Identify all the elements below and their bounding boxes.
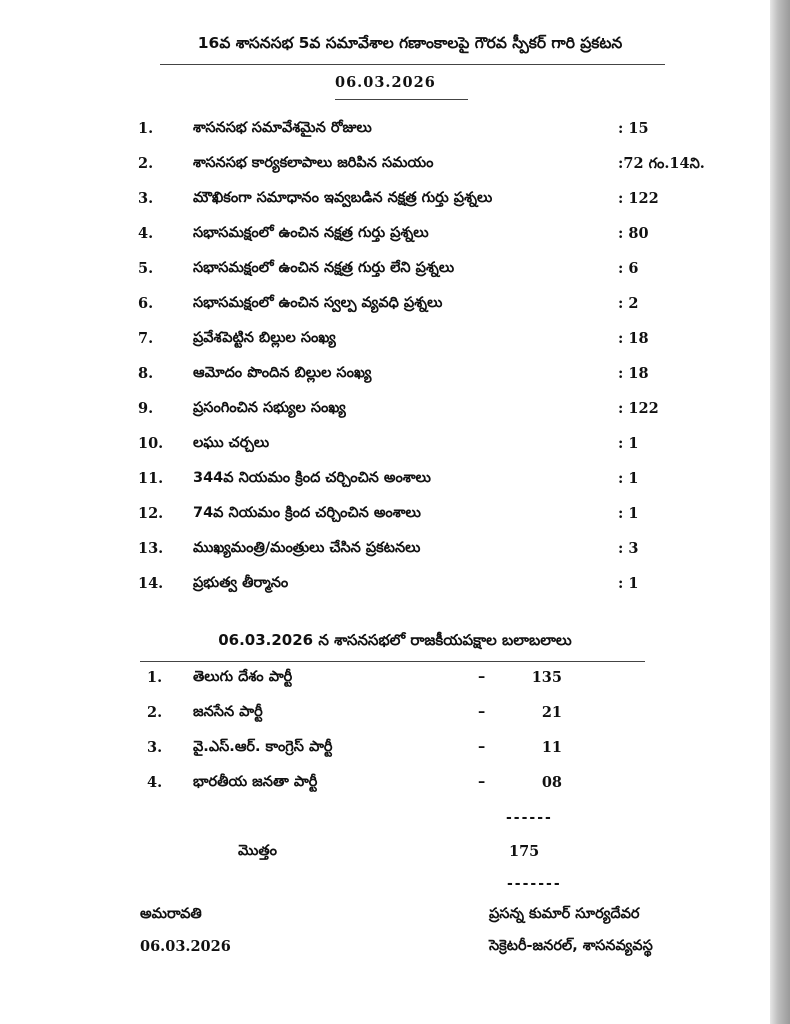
stat-row (0, 187, 770, 217)
stat-row (0, 152, 770, 182)
stat-value: : 3 (618, 540, 639, 557)
stat-row (0, 502, 770, 532)
stat-number: 14. (138, 575, 164, 592)
stat-number: 13. (138, 540, 164, 557)
party-row (0, 771, 770, 801)
party-name: భారతీయ జనతా పార్టీ (193, 774, 318, 790)
stat-number: 3. (138, 190, 154, 207)
stat-number: 5. (138, 260, 154, 277)
party-row (0, 736, 770, 766)
stat-number: 8. (138, 365, 154, 382)
footer-date: 06.03.2026 (140, 938, 231, 955)
stat-value: : 1 (618, 470, 639, 487)
party-strength-heading: 06.03.2026 న శాసనసభలో రాజకీయపక్షాల బలాబలాలు (218, 631, 572, 649)
date-underline (335, 99, 468, 100)
document-title: 16వ శాసనసభ 5వ సమావేశాల గణాంకాలపై గౌరవ స్పీకర్ గారి ప్రకటన (197, 34, 623, 52)
party-number: 4. (147, 774, 163, 791)
party-number: 1. (147, 669, 163, 686)
signatory-name: ప్రసన్న కుమార్ సూర్యదేవర (489, 906, 640, 922)
stat-value: : 18 (618, 330, 649, 347)
party-seats: 08 (541, 774, 562, 791)
stat-value: : 18 (618, 365, 649, 382)
stat-row (0, 292, 770, 322)
signatory-designation: సెక్రెటరీ-జనరల్, శాసనవ్యవస్థ (489, 938, 653, 954)
stat-row (0, 327, 770, 357)
stat-row (0, 397, 770, 427)
stat-row (0, 572, 770, 602)
stat-label: సభాసమక్షంలో ఉంచిన స్వల్ప వ్యవధి ప్రశ్నలు (193, 295, 443, 311)
stat-value: : 1 (618, 435, 639, 452)
party-seats: 135 (531, 669, 562, 686)
stat-number: 4. (138, 225, 154, 242)
stat-number: 9. (138, 400, 154, 417)
stat-label: శాసనసభ కార్యకలాపాలు జరిపిన సమయం (193, 155, 434, 171)
title-underline (160, 64, 665, 65)
stat-value: : 1 (618, 575, 639, 592)
place-name: అమరావతి (140, 906, 202, 922)
party-dash: – (478, 669, 486, 685)
stat-label: ఆమోదం పొందిన బిల్లుల సంఖ్య (193, 365, 372, 381)
stat-row (0, 362, 770, 392)
stat-label: 344వ నియమం క్రింద చర్చించిన అంశాలు (193, 470, 431, 486)
party-row (0, 666, 770, 696)
party-number: 3. (147, 739, 163, 756)
total-separator-bottom: ------- (507, 876, 562, 892)
party-name: వై.ఎస్.ఆర్. కాంగ్రెస్ పార్టీ (193, 739, 333, 755)
stat-label: ప్రసంగించిన సభ్యుల సంఖ్య (193, 400, 346, 416)
party-row (0, 701, 770, 731)
stat-label: లఘు చర్చలు (193, 435, 270, 451)
document-date: 06.03.2026 (335, 74, 436, 91)
party-seats: 21 (541, 704, 562, 721)
stat-label: సభాసమక్షంలో ఉంచిన నక్షత్ర గుర్తు ప్రశ్నలు (193, 225, 429, 241)
stat-value: : 15 (618, 120, 649, 137)
total-separator-top: ------ (506, 810, 553, 826)
stat-number: 12. (138, 505, 164, 522)
stat-row (0, 537, 770, 567)
stat-number: 2. (138, 155, 154, 172)
stat-value: : 1 (618, 505, 639, 522)
stat-number: 7. (138, 330, 154, 347)
stat-number: 6. (138, 295, 154, 312)
stat-label: ప్రవేశపెట్టిన బిల్లుల సంఖ్య (193, 330, 336, 346)
party-dash: – (478, 774, 486, 790)
stat-row (0, 117, 770, 147)
total-label: మొత్తం (238, 843, 277, 859)
stat-label: 74వ నియమం క్రింద చర్చించిన అంశాలు (193, 505, 421, 521)
stat-value: : 80 (618, 225, 649, 242)
party-dash: – (478, 739, 486, 755)
party-dash: – (478, 704, 486, 720)
stat-value: :72 గం.14ని. (618, 155, 705, 172)
stat-value: : 122 (618, 400, 659, 417)
stat-row (0, 467, 770, 497)
stat-label: శాసనసభ సమావేశమైన రోజులు (193, 120, 372, 136)
stat-row (0, 432, 770, 462)
stat-value: : 6 (618, 260, 639, 277)
stat-label: సభాసమక్షంలో ఉంచిన నక్షత్ర గుర్తు లేని ప్రశ్నలు (193, 260, 455, 276)
party-heading-underline (140, 661, 645, 662)
total-value: 175 (509, 843, 540, 860)
stat-number: 10. (138, 435, 164, 452)
party-name: జనసేన పార్టీ (193, 704, 263, 720)
stat-number: 1. (138, 120, 154, 137)
stat-label: ప్రభుత్వ తీర్మానం (193, 575, 289, 591)
stat-value: : 122 (618, 190, 659, 207)
stat-label: మౌఖికంగా సమాధానం ఇవ్వబడిన నక్షత్ర గుర్తు ప్రశ్నలు (193, 190, 493, 206)
party-number: 2. (147, 704, 163, 721)
stat-label: ముఖ్యమంత్రి/మంత్రులు చేసిన ప్రకటనలు (193, 540, 421, 556)
party-seats: 11 (541, 739, 562, 756)
stat-value: : 2 (618, 295, 639, 312)
stat-row (0, 222, 770, 252)
party-name: తెలుగు దేశం పార్టీ (193, 669, 293, 685)
stat-row (0, 257, 770, 287)
right-page-edge (770, 0, 790, 1024)
stat-number: 11. (138, 470, 164, 487)
